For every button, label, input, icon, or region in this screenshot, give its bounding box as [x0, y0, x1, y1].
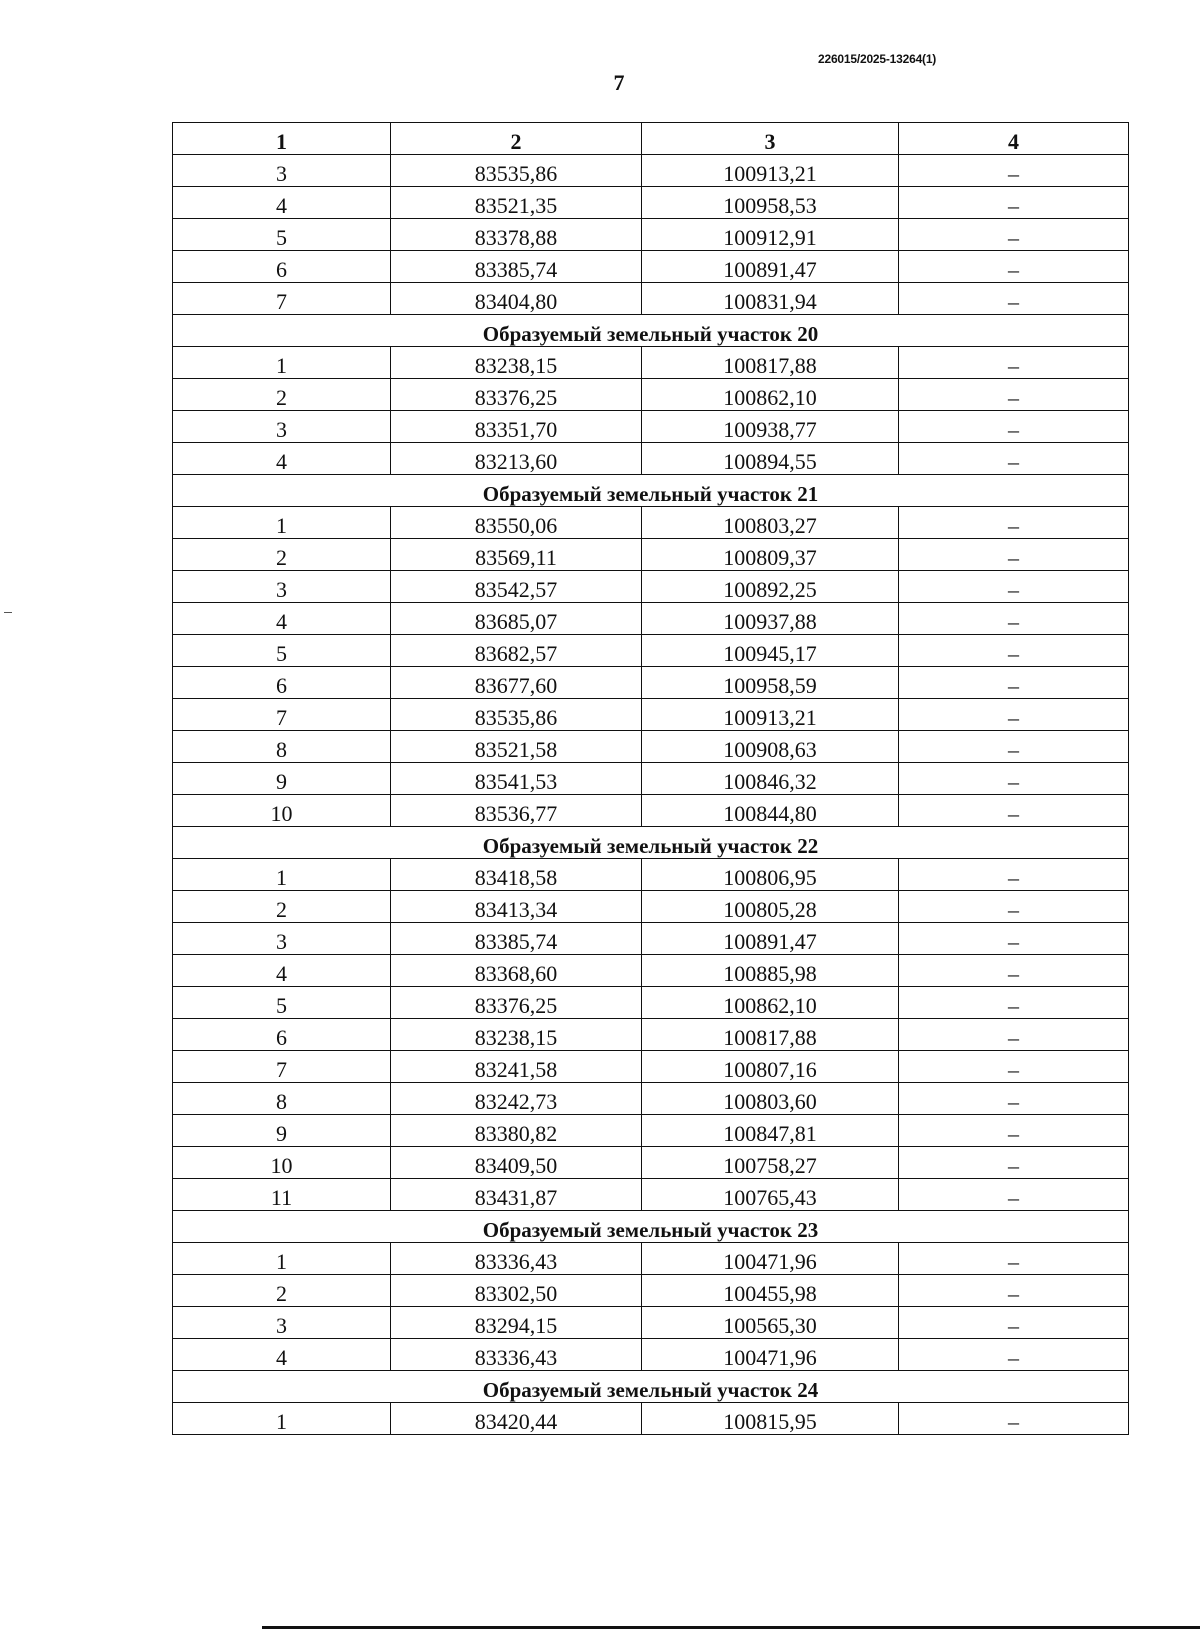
- y-coordinate-cell: 100809,37: [642, 539, 899, 571]
- x-coordinate-cell: 83385,74: [391, 251, 642, 283]
- remark-cell: –: [899, 1147, 1129, 1179]
- x-coordinate-cell: 83378,88: [391, 219, 642, 251]
- table-row: [173, 443, 1129, 475]
- page-number: 7: [613, 70, 625, 95]
- remark-cell: –: [899, 859, 1129, 891]
- table-row: [173, 1019, 1129, 1051]
- x-coordinate-cell: 83431,87: [391, 1179, 642, 1211]
- section-header-row: [173, 1371, 1129, 1403]
- point-number-cell: 11: [173, 1179, 391, 1211]
- x-coordinate-cell: 83541,53: [391, 763, 642, 795]
- x-coordinate-cell: 83376,25: [391, 379, 642, 411]
- remark-cell: –: [899, 699, 1129, 731]
- table-row: [173, 667, 1129, 699]
- y-coordinate-cell: 100908,63: [642, 731, 899, 763]
- x-coordinate-cell: 83238,15: [391, 347, 642, 379]
- y-coordinate-cell: 100913,21: [642, 699, 899, 731]
- point-number-cell: 8: [173, 1083, 391, 1115]
- point-number-cell: 9: [173, 763, 391, 795]
- remark-cell: –: [899, 379, 1129, 411]
- remark-cell: –: [899, 251, 1129, 283]
- remark-cell: –: [899, 763, 1129, 795]
- table-row: [173, 603, 1129, 635]
- table-row: [173, 1179, 1129, 1211]
- x-coordinate-cell: 83404,80: [391, 283, 642, 315]
- table-row: [173, 955, 1129, 987]
- table-row: [173, 923, 1129, 955]
- y-coordinate-cell: 100817,88: [642, 1019, 899, 1051]
- remark-cell: –: [899, 347, 1129, 379]
- point-number-cell: 10: [173, 1147, 391, 1179]
- section-header-row: [173, 827, 1129, 859]
- y-coordinate-cell: 100912,91: [642, 219, 899, 251]
- x-coordinate-cell: 83351,70: [391, 411, 642, 443]
- point-number-cell: 9: [173, 1115, 391, 1147]
- x-coordinate-cell: 83535,86: [391, 155, 642, 187]
- point-number-cell: 4: [173, 603, 391, 635]
- y-coordinate-cell: 100862,10: [642, 987, 899, 1019]
- point-number-cell: 1: [173, 859, 391, 891]
- scan-artifact-mark: [4, 612, 12, 613]
- table-row: [173, 347, 1129, 379]
- remark-cell: –: [899, 1051, 1129, 1083]
- table-row: [173, 411, 1129, 443]
- y-coordinate-cell: 100803,60: [642, 1083, 899, 1115]
- point-number-cell: 6: [173, 251, 391, 283]
- point-number-cell: 1: [173, 1403, 391, 1435]
- point-number-cell: 5: [173, 635, 391, 667]
- remark-cell: –: [899, 219, 1129, 251]
- x-coordinate-cell: 83542,57: [391, 571, 642, 603]
- remark-cell: –: [899, 1019, 1129, 1051]
- remark-cell: –: [899, 731, 1129, 763]
- x-coordinate-cell: 83418,58: [391, 859, 642, 891]
- y-coordinate-cell: 100844,80: [642, 795, 899, 827]
- point-number-cell: 2: [173, 1275, 391, 1307]
- table-row: [173, 859, 1129, 891]
- table-row: [173, 795, 1129, 827]
- y-coordinate-cell: 100471,96: [642, 1243, 899, 1275]
- section-title: Образуемый земельный участок 22: [173, 827, 1129, 859]
- table-row: [173, 1083, 1129, 1115]
- table-row: [173, 283, 1129, 315]
- remark-cell: –: [899, 539, 1129, 571]
- x-coordinate-cell: 83420,44: [391, 1403, 642, 1435]
- x-coordinate-cell: 83213,60: [391, 443, 642, 475]
- remark-cell: –: [899, 1339, 1129, 1371]
- remark-cell: –: [899, 571, 1129, 603]
- point-number-cell: 3: [173, 571, 391, 603]
- remark-cell: –: [899, 955, 1129, 987]
- y-coordinate-cell: 100891,47: [642, 923, 899, 955]
- remark-cell: –: [899, 1403, 1129, 1435]
- y-coordinate-cell: 100945,17: [642, 635, 899, 667]
- table-row: [173, 763, 1129, 795]
- table-row: [173, 987, 1129, 1019]
- x-coordinate-cell: 83385,74: [391, 923, 642, 955]
- column-header-2: 2: [391, 123, 642, 155]
- section-header-row: [173, 315, 1129, 347]
- y-coordinate-cell: 100765,43: [642, 1179, 899, 1211]
- y-coordinate-cell: 100565,30: [642, 1307, 899, 1339]
- table-row: [173, 1115, 1129, 1147]
- y-coordinate-cell: 100937,88: [642, 603, 899, 635]
- remark-cell: –: [899, 1243, 1129, 1275]
- point-number-cell: 6: [173, 667, 391, 699]
- point-number-cell: 5: [173, 219, 391, 251]
- table-body: [173, 155, 1129, 1435]
- x-coordinate-cell: 83682,57: [391, 635, 642, 667]
- table-row: [173, 1275, 1129, 1307]
- column-header-3: 3: [642, 123, 899, 155]
- point-number-cell: 2: [173, 891, 391, 923]
- point-number-cell: 3: [173, 411, 391, 443]
- table-row: [173, 507, 1129, 539]
- column-header-4: 4: [899, 123, 1129, 155]
- table-row: [173, 1243, 1129, 1275]
- remark-cell: –: [899, 891, 1129, 923]
- point-number-cell: 1: [173, 507, 391, 539]
- remark-cell: –: [899, 667, 1129, 699]
- remark-cell: –: [899, 411, 1129, 443]
- section-title: Образуемый земельный участок 21: [173, 475, 1129, 507]
- table-row: [173, 731, 1129, 763]
- y-coordinate-cell: 100805,28: [642, 891, 899, 923]
- remark-cell: –: [899, 603, 1129, 635]
- y-coordinate-cell: 100913,21: [642, 155, 899, 187]
- table-row: [173, 219, 1129, 251]
- remark-cell: –: [899, 283, 1129, 315]
- point-number-cell: 1: [173, 347, 391, 379]
- y-coordinate-cell: 100815,95: [642, 1403, 899, 1435]
- y-coordinate-cell: 100892,25: [642, 571, 899, 603]
- point-number-cell: 2: [173, 379, 391, 411]
- x-coordinate-cell: 83336,43: [391, 1243, 642, 1275]
- x-coordinate-cell: 83685,07: [391, 603, 642, 635]
- table-row: [173, 251, 1129, 283]
- point-number-cell: 7: [173, 1051, 391, 1083]
- point-number-cell: 2: [173, 539, 391, 571]
- scan-bottom-edge: [262, 1626, 1200, 1629]
- y-coordinate-cell: 100806,95: [642, 859, 899, 891]
- table-row: [173, 1307, 1129, 1339]
- remark-cell: –: [899, 507, 1129, 539]
- x-coordinate-cell: 83521,35: [391, 187, 642, 219]
- remark-cell: –: [899, 187, 1129, 219]
- point-number-cell: 6: [173, 1019, 391, 1051]
- x-coordinate-cell: 83536,77: [391, 795, 642, 827]
- y-coordinate-cell: 100891,47: [642, 251, 899, 283]
- section-title: Образуемый земельный участок 20: [173, 315, 1129, 347]
- table-row: [173, 635, 1129, 667]
- remark-cell: –: [899, 987, 1129, 1019]
- remark-cell: –: [899, 1083, 1129, 1115]
- remark-cell: –: [899, 923, 1129, 955]
- point-number-cell: 3: [173, 155, 391, 187]
- remark-cell: –: [899, 635, 1129, 667]
- y-coordinate-cell: 100455,98: [642, 1275, 899, 1307]
- point-number-cell: 3: [173, 1307, 391, 1339]
- table-header-row: [173, 123, 1129, 155]
- section-title: Образуемый земельный участок 24: [173, 1371, 1129, 1403]
- x-coordinate-cell: 83242,73: [391, 1083, 642, 1115]
- remark-cell: –: [899, 795, 1129, 827]
- section-title: Образуемый земельный участок 23: [173, 1211, 1129, 1243]
- document-number: 226015/2025-13264(1): [818, 52, 937, 66]
- x-coordinate-cell: 83409,50: [391, 1147, 642, 1179]
- coordinates-table: [172, 122, 1129, 1435]
- remark-cell: –: [899, 155, 1129, 187]
- remark-cell: –: [899, 1115, 1129, 1147]
- y-coordinate-cell: 100847,81: [642, 1115, 899, 1147]
- point-number-cell: 7: [173, 699, 391, 731]
- x-coordinate-cell: 83294,15: [391, 1307, 642, 1339]
- y-coordinate-cell: 100471,96: [642, 1339, 899, 1371]
- remark-cell: –: [899, 1179, 1129, 1211]
- section-header-row: [173, 475, 1129, 507]
- y-coordinate-cell: 100846,32: [642, 763, 899, 795]
- point-number-cell: 3: [173, 923, 391, 955]
- point-number-cell: 7: [173, 283, 391, 315]
- y-coordinate-cell: 100807,16: [642, 1051, 899, 1083]
- table-row: [173, 699, 1129, 731]
- x-coordinate-cell: 83677,60: [391, 667, 642, 699]
- y-coordinate-cell: 100803,27: [642, 507, 899, 539]
- y-coordinate-cell: 100938,77: [642, 411, 899, 443]
- table-row: [173, 379, 1129, 411]
- x-coordinate-cell: 83302,50: [391, 1275, 642, 1307]
- x-coordinate-cell: 83238,15: [391, 1019, 642, 1051]
- x-coordinate-cell: 83569,11: [391, 539, 642, 571]
- x-coordinate-cell: 83413,34: [391, 891, 642, 923]
- point-number-cell: 4: [173, 1339, 391, 1371]
- table-row: [173, 539, 1129, 571]
- point-number-cell: 4: [173, 187, 391, 219]
- x-coordinate-cell: 83241,58: [391, 1051, 642, 1083]
- table-row: [173, 1051, 1129, 1083]
- x-coordinate-cell: 83368,60: [391, 955, 642, 987]
- table-row: [173, 1403, 1129, 1435]
- y-coordinate-cell: 100894,55: [642, 443, 899, 475]
- table-row: [173, 1147, 1129, 1179]
- x-coordinate-cell: 83550,06: [391, 507, 642, 539]
- table-row: [173, 155, 1129, 187]
- point-number-cell: 5: [173, 987, 391, 1019]
- table-row: [173, 1339, 1129, 1371]
- point-number-cell: 8: [173, 731, 391, 763]
- y-coordinate-cell: 100831,94: [642, 283, 899, 315]
- column-header-1: 1: [173, 123, 391, 155]
- y-coordinate-cell: 100885,98: [642, 955, 899, 987]
- table-row: [173, 891, 1129, 923]
- point-number-cell: 1: [173, 1243, 391, 1275]
- point-number-cell: 10: [173, 795, 391, 827]
- x-coordinate-cell: 83521,58: [391, 731, 642, 763]
- y-coordinate-cell: 100958,53: [642, 187, 899, 219]
- y-coordinate-cell: 100817,88: [642, 347, 899, 379]
- point-number-cell: 4: [173, 443, 391, 475]
- table-row: [173, 571, 1129, 603]
- y-coordinate-cell: 100958,59: [642, 667, 899, 699]
- remark-cell: –: [899, 1275, 1129, 1307]
- y-coordinate-cell: 100862,10: [642, 379, 899, 411]
- y-coordinate-cell: 100758,27: [642, 1147, 899, 1179]
- section-header-row: [173, 1211, 1129, 1243]
- x-coordinate-cell: 83336,43: [391, 1339, 642, 1371]
- x-coordinate-cell: 83376,25: [391, 987, 642, 1019]
- table-row: [173, 187, 1129, 219]
- x-coordinate-cell: 83535,86: [391, 699, 642, 731]
- x-coordinate-cell: 83380,82: [391, 1115, 642, 1147]
- remark-cell: –: [899, 1307, 1129, 1339]
- remark-cell: –: [899, 443, 1129, 475]
- point-number-cell: 4: [173, 955, 391, 987]
